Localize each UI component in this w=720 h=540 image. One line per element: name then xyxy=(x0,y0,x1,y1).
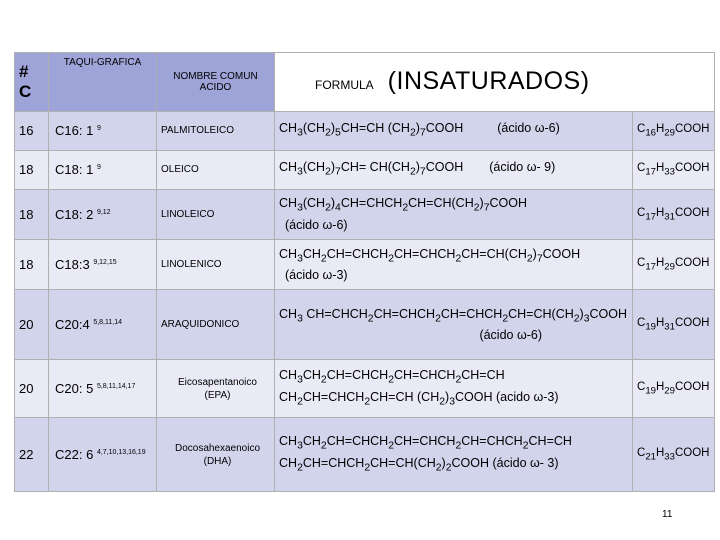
table-row xyxy=(15,150,715,189)
shorthand-base: C18: 2 xyxy=(55,206,94,222)
formula-fragment: ) xyxy=(415,120,420,135)
formula-fragment: CH=CH(CH xyxy=(461,246,527,261)
carbon-count: 20 xyxy=(15,290,49,359)
formula-fragment: 21 xyxy=(645,451,656,463)
formula-fragment: CH xyxy=(279,120,298,135)
formula-fragment: CH=CHCH xyxy=(393,246,456,261)
formula-fragment: COOH xyxy=(589,306,628,321)
shorthand-base: C20:4 xyxy=(55,316,90,332)
molecular-formula xyxy=(633,150,715,189)
formula-fragment: 7 xyxy=(536,253,543,265)
formula-fragment: ) xyxy=(445,389,450,404)
formula-fragment: 2 xyxy=(522,440,529,452)
shorthand-base: C18: 1 xyxy=(55,162,94,178)
formula-fragment: 2 xyxy=(364,396,371,408)
carbon-count: 22 xyxy=(15,418,49,492)
carbon-count: 18 xyxy=(15,189,49,239)
double-bond-positions: 5,8,11,14 xyxy=(93,318,123,326)
formula-fragment: 2 xyxy=(502,313,509,325)
formula-fragment: 3 xyxy=(297,202,303,214)
shorthand-base: C20: 5 xyxy=(55,381,94,397)
formula-line-2 xyxy=(279,455,632,477)
formula-fragment: 17 xyxy=(645,210,656,222)
formula-line-2 xyxy=(279,327,632,343)
formula-fragment: 29 xyxy=(664,127,675,139)
formula-line xyxy=(279,159,632,181)
table-row xyxy=(15,290,715,359)
header-row xyxy=(15,53,715,112)
formula-fragment: CH=CHCH xyxy=(326,368,389,383)
common-name-text: Eicosapentanoico xyxy=(178,376,257,388)
formula-fragment: 7 xyxy=(419,166,426,178)
formula-fragment: 2 xyxy=(325,166,331,178)
formula-line-2 xyxy=(279,389,632,411)
formula-fragment: C xyxy=(637,161,646,174)
common-name-text: PALMITOLEICO xyxy=(161,125,234,137)
formula-fragment: 2 xyxy=(409,166,416,178)
omega-note: (ácido ω- 9) xyxy=(489,159,556,174)
formula-fragment: 31 xyxy=(664,321,675,333)
formula-fragment: CH xyxy=(279,434,298,449)
formula-fragment: H xyxy=(655,206,665,219)
common-name xyxy=(157,111,275,150)
shorthand-notation xyxy=(49,418,157,492)
formula-fragment: 19 xyxy=(645,321,656,333)
formula-fragment: CH= CH(CH xyxy=(340,159,410,174)
table-row xyxy=(15,189,715,239)
formula-fragment: ) xyxy=(330,159,336,174)
formula-fragment: 2 xyxy=(364,462,371,474)
molecular-formula xyxy=(633,359,715,418)
molecular-formula xyxy=(633,111,715,150)
formula-fragment: 2 xyxy=(325,127,331,139)
formula-fragment: CH=CH (CH xyxy=(370,389,440,404)
formula-cell xyxy=(275,189,633,239)
formula-fragment: COOH xyxy=(425,120,464,135)
formula-fragment: ) xyxy=(479,196,484,211)
formula-fragment: ) xyxy=(532,246,537,261)
formula-fragment: CH=CHCH xyxy=(373,306,436,321)
common-name xyxy=(157,290,275,359)
molecular-formula xyxy=(633,239,715,289)
shorthand-base: C18:3 xyxy=(55,257,90,273)
formula-fragment: ) xyxy=(441,455,446,470)
formula-cell xyxy=(275,239,633,289)
formula-fragment: 7 xyxy=(483,202,490,214)
formula-fragment: 2 xyxy=(388,440,394,452)
common-name-abbrev: (EPA) xyxy=(204,389,231,401)
common-name xyxy=(157,239,275,289)
double-bond-positions: 9,12 xyxy=(96,208,111,216)
shorthand-notation xyxy=(49,359,157,418)
formula-fragment: 3 xyxy=(297,253,303,265)
formula-cell xyxy=(275,111,633,150)
formula-fragment: 29 xyxy=(664,261,675,273)
formula-fragment: 31 xyxy=(664,210,675,222)
formula-fragment: CH=CH xyxy=(461,368,505,383)
formula-cell xyxy=(275,290,633,359)
formula-fragment: 19 xyxy=(645,385,656,397)
common-name xyxy=(157,189,275,239)
formula-line-2 xyxy=(279,217,632,233)
shorthand-base: C22: 6 xyxy=(55,447,94,463)
formula-line xyxy=(279,195,632,217)
table-row xyxy=(15,239,715,289)
common-name xyxy=(157,418,275,492)
formula-line xyxy=(279,306,632,328)
formula-fragment: 2 xyxy=(409,127,416,139)
formula-fragment: 2 xyxy=(320,374,327,386)
formula-fragment: (ácido ω-6) xyxy=(479,328,542,343)
formula-fragment: H xyxy=(655,447,665,460)
common-name-text: ARAQUIDONICO xyxy=(161,318,240,330)
formula-fragment: CH=CHCH xyxy=(302,389,365,404)
formula-fragment: COOH (ácido ω- 3) xyxy=(451,455,559,470)
formula-fragment: CH xyxy=(279,455,298,470)
header-formula-label: FORMULA xyxy=(315,78,374,93)
formula-line xyxy=(279,120,632,142)
formula-fragment: COOH xyxy=(674,316,710,329)
formula-fragment: ) xyxy=(330,196,336,211)
formula-fragment: 2 xyxy=(455,440,462,452)
common-name xyxy=(157,359,275,418)
formula-fragment: CH=CH(CH xyxy=(408,196,474,211)
formula-fragment: CH xyxy=(279,306,298,321)
double-bond-positions: 9 xyxy=(96,125,101,133)
formula-fragment: CH xyxy=(302,434,321,449)
header-carbon-count xyxy=(15,53,49,112)
formula-fragment: CH=CH(CH xyxy=(370,455,436,470)
omega-note: (ácido ω-6) xyxy=(497,120,560,135)
common-name-text: LINOLENICO xyxy=(161,259,222,271)
common-name-text: Docosahexaenoico xyxy=(174,442,261,454)
formula-fragment: H xyxy=(655,123,665,136)
formula-fragment: COOH xyxy=(674,123,710,136)
formula-fragment: CH xyxy=(279,196,298,211)
shorthand-base: C16: 1 xyxy=(55,123,94,139)
formula-fragment: 2 xyxy=(297,396,303,408)
formula-fragment: C xyxy=(637,380,646,393)
shorthand-notation xyxy=(49,150,157,189)
formula-fragment: 3 xyxy=(449,396,455,408)
fatty-acids-table xyxy=(14,52,715,492)
formula-fragment: 3 xyxy=(297,374,303,386)
formula-fragment: ) xyxy=(415,159,420,174)
formula-fragment: (CH xyxy=(302,196,326,211)
formula-fragment: CH=CHCH xyxy=(326,434,389,449)
formula-fragment: (CH xyxy=(302,120,326,135)
formula-line xyxy=(279,246,632,268)
formula-fragment: CH xyxy=(279,159,298,174)
formula-fragment: 3 xyxy=(297,440,303,452)
formula-fragment: COOH xyxy=(674,380,710,393)
table-row xyxy=(15,111,715,150)
formula-fragment: 3 xyxy=(297,313,303,325)
header-nombre-line2: ACIDO xyxy=(199,81,232,93)
carbon-count: 18 xyxy=(15,150,49,189)
formula-fragment: CH xyxy=(302,368,321,383)
formula-fragment: 3 xyxy=(297,166,303,178)
formula-fragment: CH xyxy=(279,246,298,261)
formula-fragment: COOH xyxy=(489,196,527,211)
formula-fragment: 33 xyxy=(664,451,675,463)
formula-fragment: CH=CHCH xyxy=(326,246,389,261)
formula-fragment: COOH xyxy=(674,256,710,269)
formula-fragment: CH=CHCH xyxy=(302,306,368,321)
formula-fragment: ) xyxy=(330,120,336,135)
formula-fragment: (CH xyxy=(302,159,326,174)
formula-fragment: ) xyxy=(579,306,584,321)
formula-fragment: 2 xyxy=(473,202,480,214)
formula-line-2 xyxy=(279,267,632,283)
header-nombre-line1: NOMBRE COMUN xyxy=(173,70,258,82)
molecular-formula xyxy=(633,290,715,359)
formula-fragment: C xyxy=(637,316,646,329)
header-taquigrafica: TAQUI-GRAFICA xyxy=(49,53,157,112)
formula-fragment: (ácido ω-6) xyxy=(285,217,348,232)
formula-fragment: C xyxy=(637,447,646,460)
formula-fragment: 2 xyxy=(526,253,533,265)
molecular-formula xyxy=(633,418,715,492)
formula-fragment: 7 xyxy=(335,166,341,178)
formula-cell xyxy=(275,418,633,492)
formula-fragment: C xyxy=(637,256,646,269)
formula-fragment: C xyxy=(637,206,646,219)
carbon-count: 18 xyxy=(15,239,49,289)
formula-fragment: H xyxy=(655,256,665,269)
table-row xyxy=(15,359,715,418)
carbon-count: 16 xyxy=(15,111,49,150)
formula-fragment: H xyxy=(655,380,665,393)
formula-fragment: 2 xyxy=(325,202,331,214)
shorthand-notation xyxy=(49,290,157,359)
formula-fragment: CH=CH (CH xyxy=(340,120,410,135)
table-row xyxy=(15,418,715,492)
common-name xyxy=(157,150,275,189)
formula-line xyxy=(279,367,632,389)
double-bond-positions: 9 xyxy=(96,164,101,172)
formula-fragment: (ácido ω-3) xyxy=(285,268,348,283)
formula-fragment: CH xyxy=(302,246,321,261)
page-number: 11 xyxy=(662,509,673,520)
formula-fragment: CH=CHCH xyxy=(393,434,456,449)
formula-cell xyxy=(275,359,633,418)
formula-fragment: 5 xyxy=(335,127,341,139)
formula-fragment: 2 xyxy=(445,462,452,474)
formula-fragment: 4 xyxy=(335,202,341,214)
formula-fragment: 2 xyxy=(388,374,394,386)
formula-fragment: C xyxy=(637,123,646,136)
double-bond-positions: 4,7,10,13,16,19 xyxy=(96,449,146,457)
formula-fragment: 2 xyxy=(297,462,303,474)
molecular-formula xyxy=(633,189,715,239)
header-title: (INSATURADOS) xyxy=(387,67,590,96)
formula-fragment: CH=CHCH xyxy=(440,306,503,321)
formula-cell xyxy=(275,150,633,189)
formula-fragment: 17 xyxy=(645,261,656,273)
formula-fragment: 3 xyxy=(297,127,303,139)
formula-fragment: CH=CHCH xyxy=(393,368,456,383)
formula-fragment: 2 xyxy=(435,313,441,325)
shorthand-notation xyxy=(49,239,157,289)
formula-fragment: CH=CH xyxy=(528,434,572,449)
formula-fragment: 2 xyxy=(455,374,462,386)
common-name-text: LINOLEICO xyxy=(161,208,215,220)
formula-fragment: 29 xyxy=(664,385,675,397)
formula-fragment: COOH xyxy=(542,246,581,261)
formula-fragment: COOH xyxy=(674,161,710,174)
formula-fragment: 2 xyxy=(388,253,394,265)
formula-line xyxy=(279,433,632,455)
common-name-abbrev: (DHA) xyxy=(203,455,232,467)
formula-fragment: COOH xyxy=(674,206,710,219)
formula-fragment: 2 xyxy=(320,440,327,452)
formula-fragment: 17 xyxy=(645,166,656,178)
formula-fragment: CH=CHCH xyxy=(302,455,365,470)
formula-fragment: CH xyxy=(279,368,298,383)
shorthand-notation xyxy=(49,111,157,150)
carbon-count: 20 xyxy=(15,359,49,418)
header-formula xyxy=(275,53,715,112)
formula-fragment: CH xyxy=(279,389,298,404)
formula-fragment: COOH xyxy=(425,159,464,174)
common-name-text: OLEICO xyxy=(161,164,199,176)
formula-fragment: COOH xyxy=(674,447,710,460)
formula-fragment: CH=CH(CH xyxy=(508,306,574,321)
double-bond-positions: 9,12,15 xyxy=(93,259,117,267)
table-body xyxy=(15,111,715,491)
formula-fragment: 33 xyxy=(664,166,675,178)
formula-fragment: H xyxy=(655,316,665,329)
formula-fragment: 3 xyxy=(583,313,590,325)
formula-fragment: CH=CHCH xyxy=(340,196,403,211)
formula-fragment: 2 xyxy=(439,396,446,408)
formula-fragment: 16 xyxy=(645,127,656,139)
header-c: C xyxy=(19,81,32,101)
header-hash: # xyxy=(19,61,29,81)
formula-fragment: 2 xyxy=(367,313,374,325)
formula-fragment: CH=CHCH xyxy=(461,434,523,449)
double-bond-positions: 5,8,11,14,17 xyxy=(96,383,136,391)
formula-fragment: 7 xyxy=(419,127,426,139)
formula-fragment: 2 xyxy=(435,462,442,474)
formula-fragment: H xyxy=(655,161,665,174)
formula-fragment: COOH (acido ω-3) xyxy=(455,389,559,404)
formula-fragment: 2 xyxy=(402,202,409,214)
formula-fragment: 2 xyxy=(320,253,327,265)
shorthand-notation xyxy=(49,189,157,239)
header-nombre xyxy=(157,53,275,112)
formula-fragment: 2 xyxy=(455,253,462,265)
formula-fragment: 2 xyxy=(573,313,580,325)
